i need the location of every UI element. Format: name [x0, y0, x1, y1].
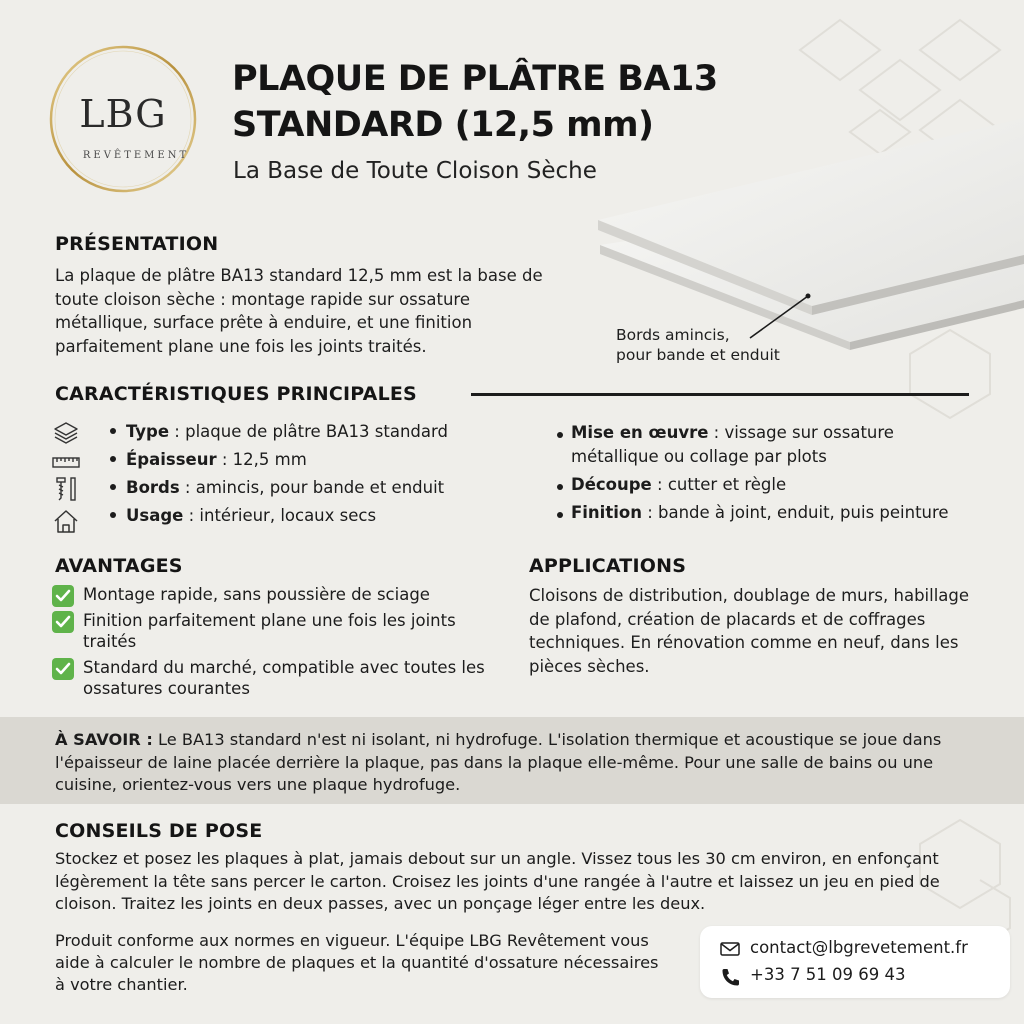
info-banner-body: Le BA13 standard n'est ni isolant, ni hydrofuge. L'isolation thermique et acoustique se joue dans l'épaisseur de laine placée derrière la plaque, pas dans la plaque elle-même. Pour une salle de bains ou une cuisine, orientez-vous vers une plaque hydrofuge.: [55, 730, 942, 794]
checkmark-icon: [52, 585, 74, 607]
characteristic-value: : plaque de plâtre BA13 standard: [169, 422, 448, 441]
installation-tips-heading: CONSEILS DE POSE: [55, 820, 263, 842]
title-line-2: STANDARD (12,5 mm): [232, 105, 654, 145]
phone-text[interactable]: +33 7 51 09 69 43: [750, 965, 906, 984]
characteristic-value: : cutter et règle: [651, 475, 787, 494]
presentation-heading: PRÉSENTATION: [55, 233, 219, 255]
phone-icon: [720, 968, 740, 986]
characteristic-value: : bande à joint, enduit, puis peinture: [641, 503, 949, 522]
info-banner-label: À SAVOIR :: [55, 730, 153, 749]
applications-text: Cloisons de distribution, doublage de murs, habillage de plafond, création de placards et de coffrages techniques. En rénovation comme en neuf, dans les pièces sèches.: [529, 586, 970, 676]
ruler-icon: [52, 450, 80, 476]
characteristic-cutting: [557, 473, 977, 497]
characteristic-label: Bords: [126, 478, 180, 497]
house-icon: [52, 508, 80, 534]
characteristic-label: Épaisseur: [126, 450, 217, 469]
characteristic-value: : intérieur, locaux secs: [183, 506, 377, 525]
contact-card: [700, 926, 1010, 998]
logo-tagline: REVÊTEMENT: [82, 150, 190, 161]
advantage-text: Finition parfaitement plane une fois les joints traités: [83, 611, 456, 651]
characteristic-usage: [110, 506, 376, 525]
page-subtitle: La Base de Toute Cloison Sèche: [233, 158, 597, 184]
bullet: [110, 456, 116, 462]
characteristic-label: Découpe: [571, 475, 652, 494]
bullet: [557, 432, 563, 438]
characteristic-thickness: [110, 450, 307, 469]
bullet: [110, 512, 116, 518]
section-divider: [471, 393, 969, 396]
checkmark-icon: [52, 611, 74, 633]
logo-wordmark: LBG: [79, 92, 167, 136]
edge-callout: [616, 325, 780, 365]
advantage-item: [52, 657, 512, 699]
bullet: [110, 484, 116, 490]
edge-callout-line-1: Bords amincis,: [616, 326, 730, 344]
characteristic-edges: [110, 478, 444, 497]
characteristic-label: Type: [126, 422, 170, 441]
characteristic-installation: [557, 421, 977, 469]
characteristics-list-right: [557, 421, 977, 529]
advantage-text: Montage rapide, sans poussière de sciage: [83, 585, 430, 604]
characteristic-label: Mise en œuvre: [571, 423, 709, 442]
characteristic-value: : vissage sur ossature métallique ou collage par plots: [571, 423, 894, 466]
installation-tips-text: Stockez et posez les plaques à plat, jamais debout sur un angle. Vissez tous les 30 cm environ, en enfonçant légèrement la tête sans percer le carton. Croisez les joints d'une rangée à l'autre et laissez un jeu en pied de cloison. Traitez les joints en deux passes, avec un ponçage léger entre les deux.: [55, 849, 940, 913]
advantages-heading: AVANTAGES: [55, 555, 183, 577]
bullet: [557, 512, 563, 518]
mail-icon: [720, 941, 740, 957]
advantage-text: Standard du marché, compatible avec toutes les ossatures courantes: [83, 658, 485, 698]
characteristic-value: : 12,5 mm: [216, 450, 307, 469]
brand-logo: [48, 44, 198, 194]
presentation-text: La plaque de plâtre BA13 standard 12,5 mm est la base de toute cloison sèche : montage rapide sur ossature métallique, surface prête à enduire, et une finition parfaitement plane une fois les joints traités.: [55, 266, 543, 356]
screw-icon: [52, 476, 80, 502]
bullet: [557, 484, 563, 490]
characteristic-label: Finition: [571, 503, 642, 522]
bullet: [110, 428, 116, 434]
characteristic-finish: [557, 501, 977, 525]
characteristics-heading: CARACTÉRISTIQUES PRINCIPALES: [55, 383, 417, 405]
layers-icon: [52, 420, 80, 446]
title-line-1: PLAQUE DE PLÂTRE BA13: [232, 59, 718, 99]
edge-callout-line-2: pour bande et enduit: [616, 346, 780, 364]
info-banner: [0, 717, 1024, 804]
characteristic-label: Usage: [126, 506, 184, 525]
info-banner-text: [55, 729, 985, 797]
footer-text: Produit conforme aux normes en vigueur. L'équipe LBG Revêtement vous aide à calculer le nombre de plaques et la quantité d'ossature nécessaires à votre chantier.: [55, 931, 659, 994]
characteristic-value: : amincis, pour bande et enduit: [179, 478, 445, 497]
advantages-list: [52, 584, 512, 704]
checkmark-icon: [52, 658, 74, 680]
advantage-item: [52, 610, 512, 652]
characteristic-type: [110, 422, 448, 441]
applications-heading: APPLICATIONS: [529, 555, 687, 577]
email-text[interactable]: contact@lbgrevetement.fr: [750, 938, 968, 957]
advantage-item: [52, 584, 512, 605]
